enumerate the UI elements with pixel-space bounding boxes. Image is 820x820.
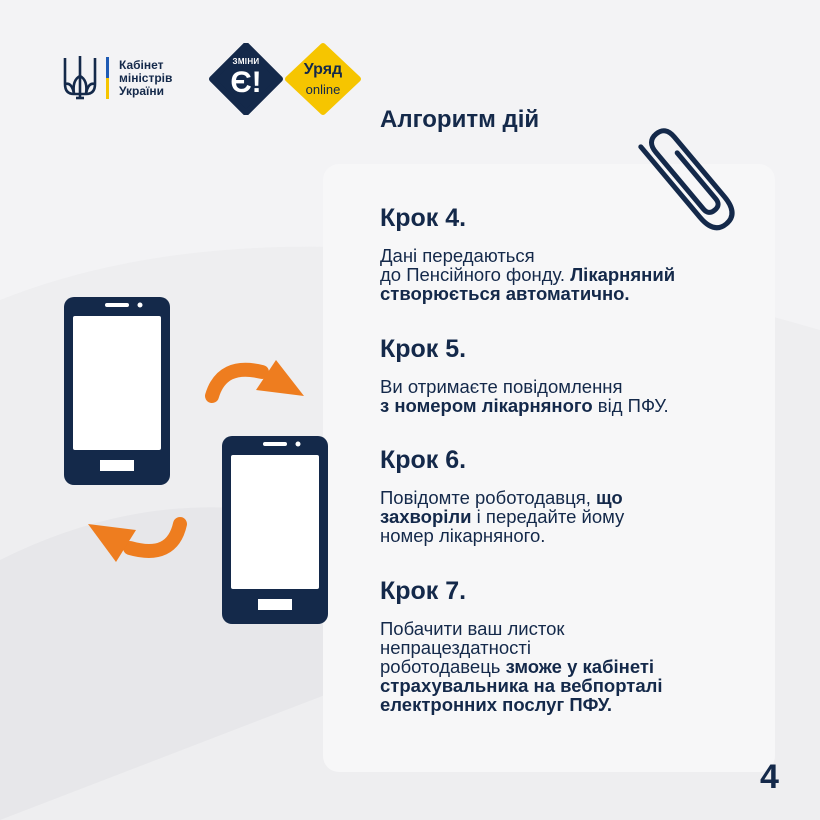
text-line — [380, 657, 760, 676]
step-7-title: Крок 7. — [380, 577, 467, 605]
uriad-title: Уряд — [303, 61, 343, 78]
bold-text: електронних послуг ПФУ. — [380, 694, 613, 715]
uriad-subtitle: online — [305, 82, 341, 97]
bold-text: що — [596, 487, 623, 508]
text-segment: роботодавець — [380, 656, 506, 677]
bold-text: зможе у кабінеті — [505, 656, 655, 677]
text-line — [380, 526, 760, 545]
cabinet-line-1: Кабінет — [119, 57, 164, 72]
bold-text: Лікарняний — [570, 264, 676, 285]
smartphone-icon — [64, 297, 170, 485]
page-title: Алгоритм дій — [380, 106, 540, 133]
text-line — [380, 396, 760, 415]
text-segment: Ви отримаєте повідомлення — [380, 376, 623, 397]
text-segment: і передайте йому — [471, 506, 625, 527]
text-segment: Дані передаються — [380, 245, 535, 266]
step-5-text — [380, 377, 760, 415]
step-4-text — [380, 246, 760, 303]
text-line — [380, 377, 760, 396]
page-number: 4 — [760, 758, 779, 796]
text-line — [380, 507, 760, 526]
text-line — [380, 488, 760, 507]
cabinet-line-2: міністрів — [119, 70, 173, 85]
text-line — [380, 638, 760, 657]
swap-arrow-icon — [212, 360, 304, 396]
step-6-text — [380, 488, 760, 545]
text-line — [380, 676, 760, 695]
text-segment: до Пенсійного фонду. — [380, 264, 571, 285]
bold-text: страхувальника на вебпорталі — [380, 675, 663, 696]
phones-illustration — [0, 0, 340, 820]
bold-text: захворіли — [380, 506, 472, 527]
step-7-text — [380, 619, 760, 714]
swap-arrow-icon — [88, 524, 180, 562]
text-line — [380, 695, 760, 714]
text-line — [380, 619, 760, 638]
step-4-title: Крок 4. — [380, 204, 467, 232]
step-6-title: Крок 6. — [380, 446, 467, 474]
text-segment: Побачити ваш листок — [380, 618, 565, 639]
text-line — [380, 246, 760, 265]
cabinet-line-3: України — [119, 83, 165, 98]
zminy-big-text: Є! — [230, 66, 262, 99]
smartphone-icon — [222, 436, 328, 624]
text-line — [380, 265, 760, 284]
text-segment: непрацездатності — [380, 637, 531, 658]
text-segment: Повідомте роботодавця, — [380, 487, 597, 508]
text-line — [380, 284, 760, 303]
bold-text: створюється автоматично. — [380, 283, 630, 304]
bold-text: з номером лікарняного — [380, 395, 593, 416]
zminy-small-text: ЗМІНИ — [232, 57, 260, 66]
text-segment: від ПФУ. — [592, 395, 669, 416]
paperclip-icon — [626, 118, 746, 246]
text-segment: номер лікарняного. — [380, 525, 546, 546]
step-5-title: Крок 5. — [380, 335, 467, 363]
